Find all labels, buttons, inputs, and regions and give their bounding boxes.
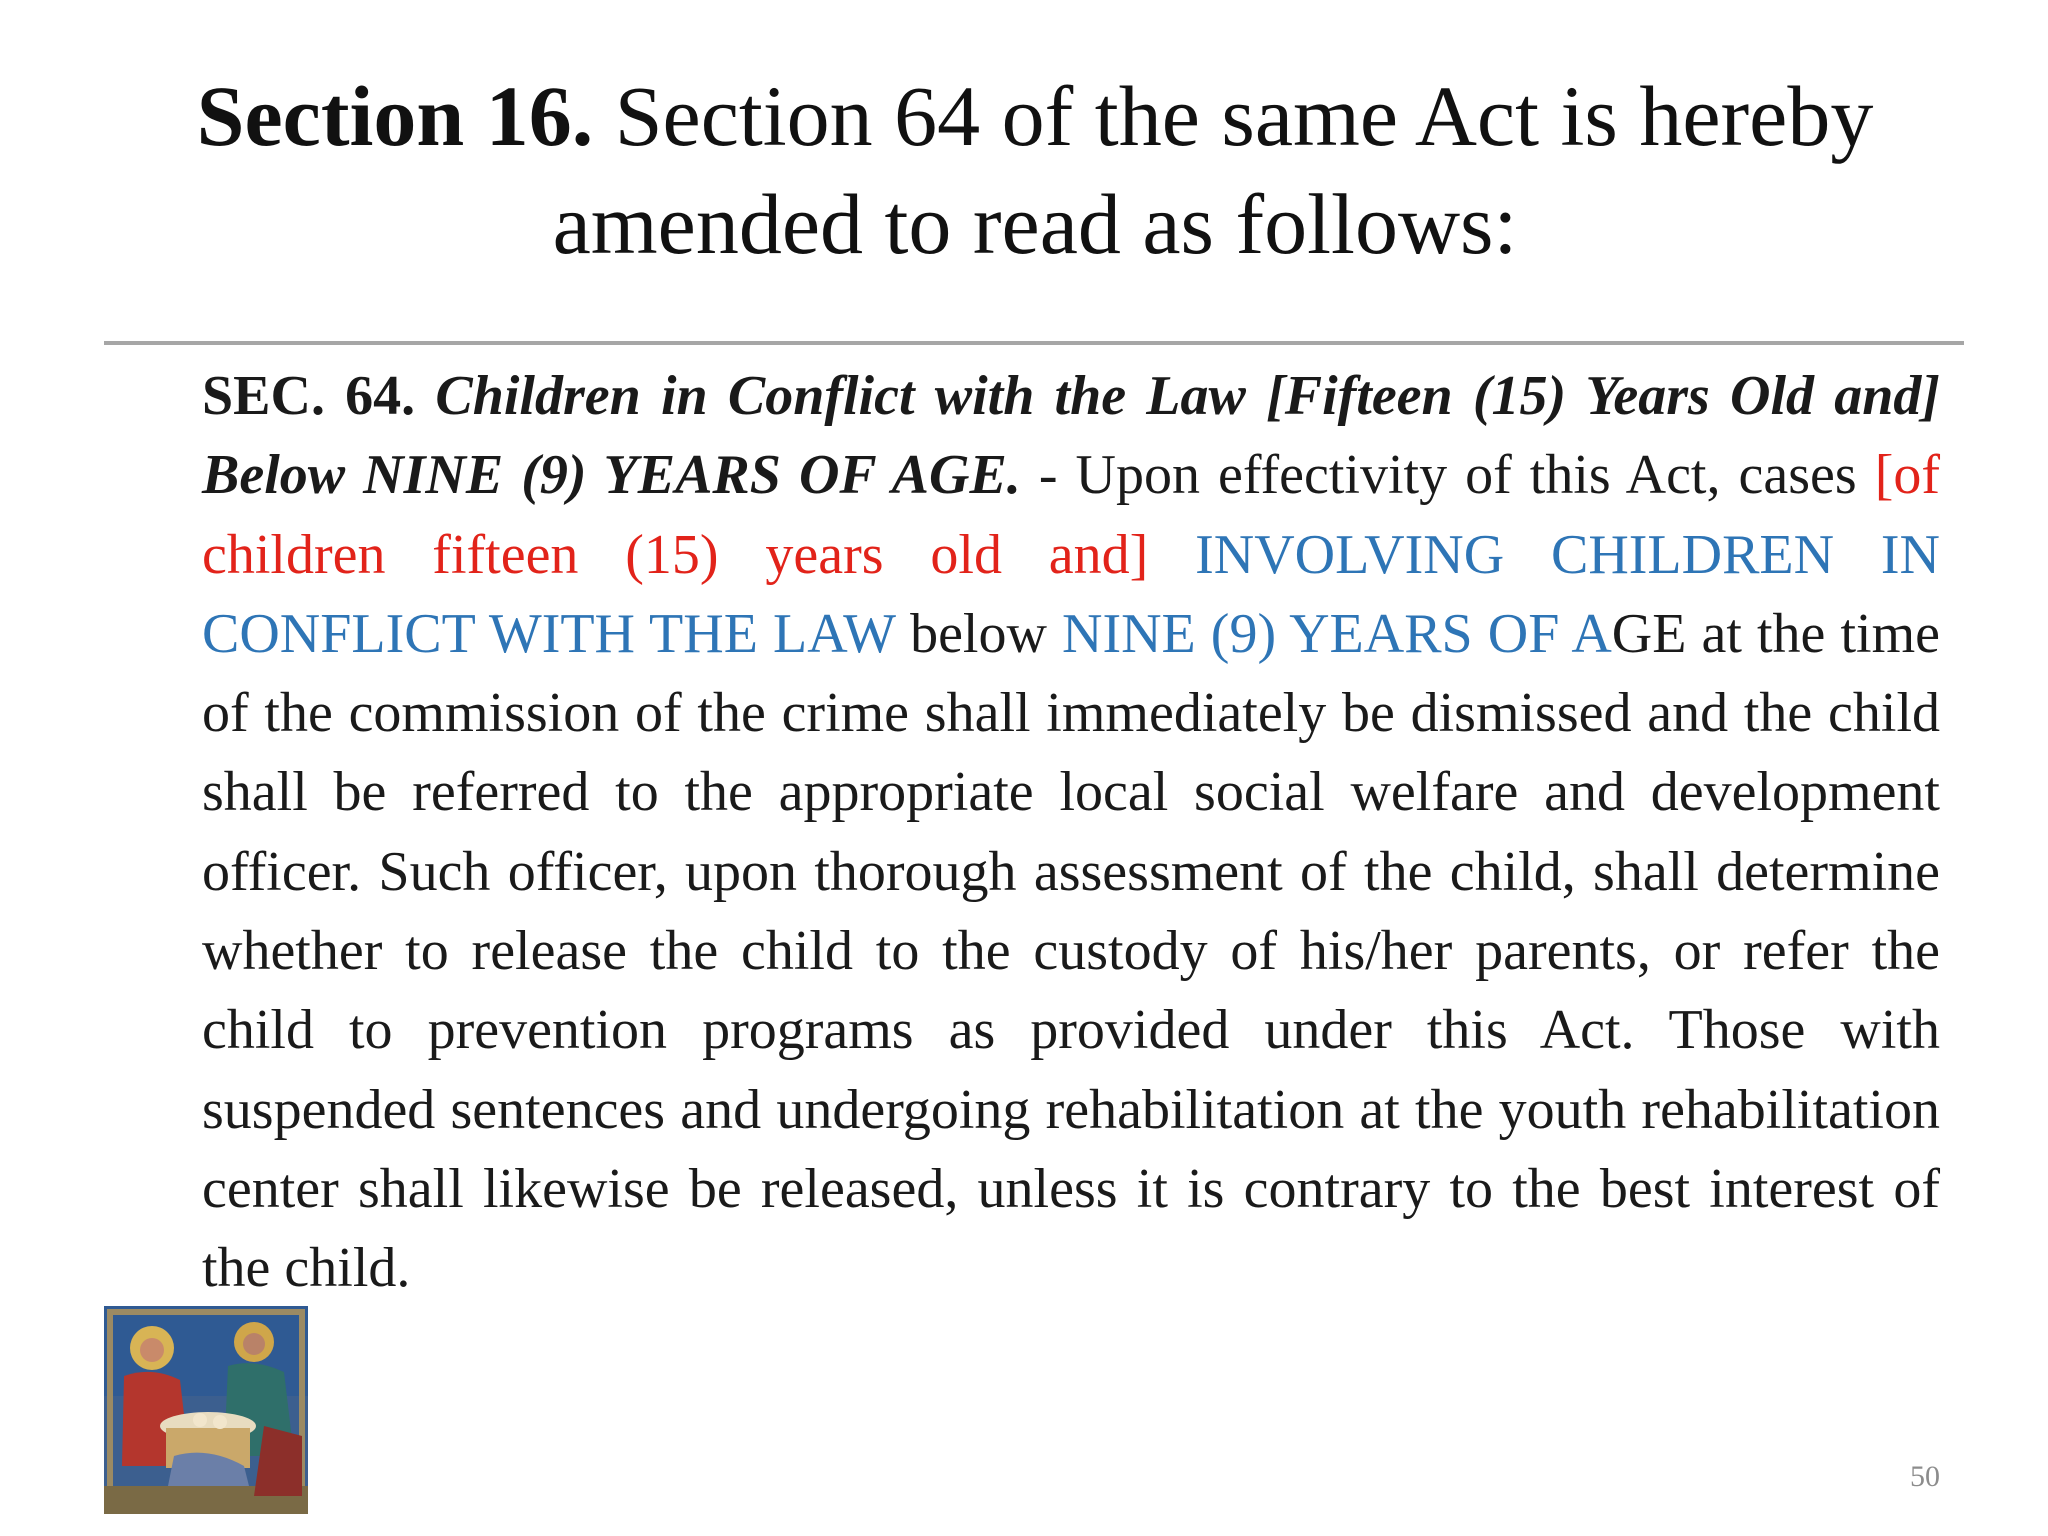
- deleted-text: [of children fifteen (15) years old and]: [202, 444, 1940, 586]
- title-section-number: Section 16.: [196, 68, 594, 164]
- inserted-text-2: NINE (9) YEARS OF A: [1062, 602, 1612, 665]
- section-heading: Children in Conflict with the Law [Fifteen (15) Years Old and] Below NINE (9) YEARS OF AGE.: [202, 365, 1941, 507]
- section-body: [202, 357, 1940, 1309]
- body-text-3: GE at the time of the commission of the crime shall immediately be dismissed and the child shall be referred to the appropriate local social welfare and development officer. Such officer, upon thorough assessment of the child, shall determine whether to release the child to the custody of his/her parents, or refer the child to prevention programs as provided under this Act. Those with suspended sentences and undergoing rehabilitation at the youth rehabilitation center shall likewise be released, unless it is contrary to the best interest of the child.: [202, 602, 1941, 1300]
- title-divider: [104, 341, 1964, 345]
- body-space: [1148, 524, 1195, 586]
- inserted-text-1: INVOLVING CHILDREN IN CONFLICT WITH THE LAW: [202, 523, 1940, 665]
- sec-label: SEC. 64.: [202, 365, 436, 427]
- title-text: Section 64 of the same Act is hereby amended to read as follows:: [552, 68, 1874, 272]
- slide-title: [130, 62, 1940, 278]
- page-number: 50: [1910, 1460, 1940, 1493]
- religious-painting-icon: [104, 1306, 308, 1514]
- heading-dash: -: [1020, 444, 1076, 507]
- body-text-1: Upon effectivity of this Act, cases: [1075, 444, 1875, 507]
- body-text-2: below: [895, 602, 1062, 665]
